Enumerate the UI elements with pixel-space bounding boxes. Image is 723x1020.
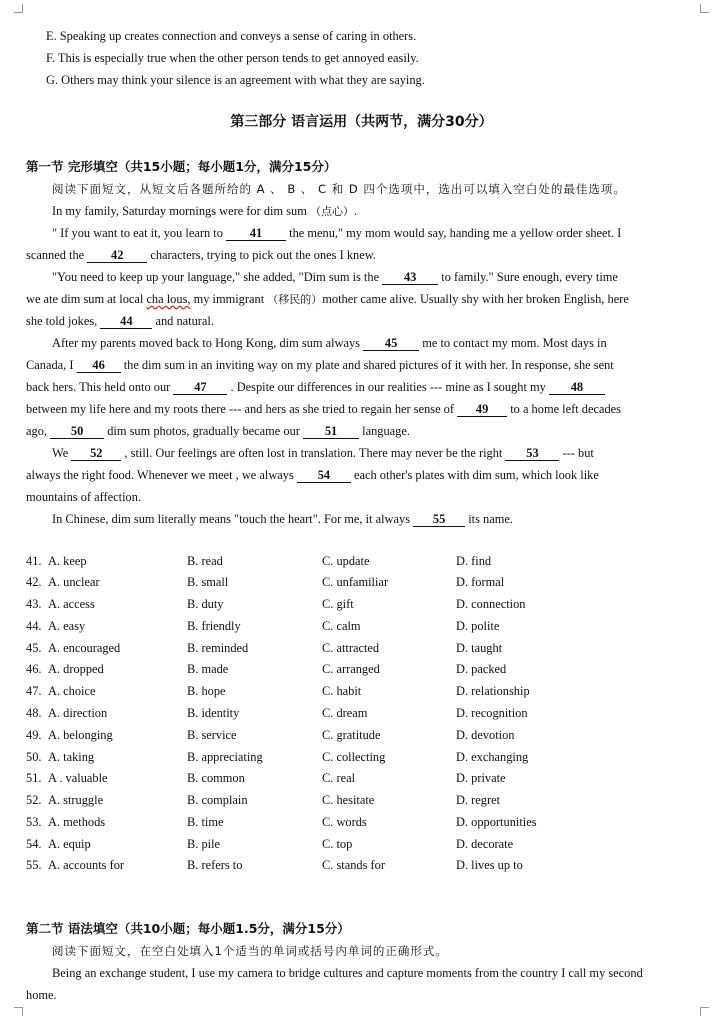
blank-43: 43 bbox=[382, 270, 438, 285]
blank-41: 41 bbox=[226, 226, 286, 241]
blank-55: 55 bbox=[413, 512, 465, 527]
passage-line: After my parents moved back to Hong Kong, dim sum always 45 me to contact my mom. Most days in bbox=[52, 336, 607, 350]
question-42: 42. A. unclear B. small C. unfamiliar D. formal bbox=[26, 575, 505, 589]
question-50: 50. A. taking B. appreciating C. collecting D. exchanging bbox=[26, 750, 529, 764]
question-43: 43. A. access B. duty C. gift D. connection bbox=[26, 597, 526, 611]
blank-47: 47 bbox=[173, 380, 227, 395]
blank-51: 51 bbox=[303, 424, 359, 439]
question-48: 48. A. direction B. identity C. dream D. recognition bbox=[26, 706, 528, 720]
passage-line: between my life here and my roots there --- and hers as she tried to regain her sense of 49 to a home left decades bbox=[26, 402, 621, 416]
passage-line: mountains of affection. bbox=[26, 490, 142, 504]
crop-mark bbox=[700, 1007, 709, 1016]
option-f: F. This is especially true when the other person tends to get annoyed easily. bbox=[46, 51, 419, 65]
passage-line: We 52 , still. Our feelings are often lost in translation. There may never be the right 53 --- but bbox=[52, 446, 594, 460]
section2-title: 第二节 语法填空（共10小题；每小题1.5分，满分15分） bbox=[26, 921, 350, 936]
crop-mark bbox=[14, 1007, 23, 1016]
question-52: 52. A. struggle B. complain C. hesitate D. regret bbox=[26, 793, 501, 807]
question-46: 46. A. dropped B. made C. arranged D. packed bbox=[26, 662, 507, 676]
section2-directions: 阅读下面短文，在空白处填入1个适当的单词或括号内单词的正确形式。 bbox=[52, 944, 448, 958]
question-44: 44. A. easy B. friendly C. calm D. polite bbox=[26, 619, 500, 633]
blank-42: 42 bbox=[87, 248, 147, 263]
passage-line: she told jokes, 44 and natural. bbox=[26, 314, 214, 328]
blank-46: 46 bbox=[77, 358, 121, 373]
option-g: G. Others may think your silence is an agreement with what they are saying. bbox=[46, 73, 425, 87]
blank-48: 48 bbox=[549, 380, 605, 395]
question-49: 49. A. belonging B. service C. gratitude D. devotion bbox=[26, 728, 515, 742]
passage-line: always the right food. Whenever we meet , we always 54 each other's plates with dim sum, which look like bbox=[26, 468, 599, 482]
passage-line: we ate dim sum at local cha lous, my immigrant （移民的）mother came alive. Usually shy with her broken English, here bbox=[26, 292, 629, 306]
passage-line: Canada, I 46 the dim sum in an inviting way on my plate and shared pictures of it with her. In response, she sent bbox=[26, 358, 614, 372]
passage-line: In my family, Saturday mornings were for dim sum （点心）. bbox=[52, 204, 358, 218]
question-41: 41. A. keep B. read C. update D. find bbox=[26, 554, 492, 568]
section1-title: 第一节 完形填空（共15小题；每小题1分，满分15分） bbox=[26, 159, 337, 174]
question-53: 53. A. methods B. time C. words D. opportunities bbox=[26, 815, 537, 829]
option-e: E. Speaking up creates connection and conveys a sense of caring in others. bbox=[46, 29, 417, 43]
passage-line: "You need to keep up your language," she added, "Dim sum is the 43 to family." Sure enough, every time bbox=[52, 270, 618, 284]
question-51: 51. A . valuable B. common C. real D. private bbox=[26, 771, 506, 785]
part-title: 第三部分 语言运用（共两节，满分30分） bbox=[230, 114, 493, 130]
passage-line: ago, 50 dim sum photos, gradually became our 51 language. bbox=[26, 424, 410, 438]
passage-line: In Chinese, dim sum literally means "touch the heart". For me, it always 55 its name. bbox=[52, 512, 513, 526]
blank-49: 49 bbox=[457, 402, 507, 417]
passage-line: back hers. This held onto our 47 . Despite our differences in our realities --- mine as I sought my 48 bbox=[26, 379, 698, 395]
section1-directions: 阅读下面短文，从短文后各题所给的 A 、 B 、 C 和 D 四个选项中，选出可以填入空白处的最佳选项。 bbox=[52, 182, 626, 196]
question-54: 54. A. equip B. pile C. top D. decorate bbox=[26, 837, 514, 851]
blank-50: 50 bbox=[50, 424, 104, 439]
crop-mark bbox=[14, 4, 23, 13]
blank-45: 45 bbox=[363, 336, 419, 351]
section2-passage-line: Being an exchange student, I use my camera to bridge cultures and capture moments from the country I call my second bbox=[52, 966, 643, 980]
question-55: 55. A. accounts for B. refers to C. stands for D. lives up to bbox=[26, 858, 523, 872]
passage-line: scanned the 42 characters, trying to pick out the ones I knew. bbox=[26, 248, 376, 262]
question-45: 45. A. encouraged B. reminded C. attracted D. taught bbox=[26, 641, 503, 655]
crop-mark bbox=[700, 4, 709, 13]
blank-44: 44 bbox=[100, 314, 152, 329]
passage-line: " If you want to eat it, you learn to 41 the menu," my mom would say, handing me a yellow order sheet. I bbox=[52, 226, 622, 240]
blank-52: 52 bbox=[71, 446, 121, 461]
blank-54: 54 bbox=[297, 468, 351, 483]
question-47: 47. A. choice B. hope C. habit D. relationship bbox=[26, 684, 530, 698]
blank-53: 53 bbox=[505, 446, 559, 461]
section2-passage-line: home. bbox=[26, 988, 57, 1002]
